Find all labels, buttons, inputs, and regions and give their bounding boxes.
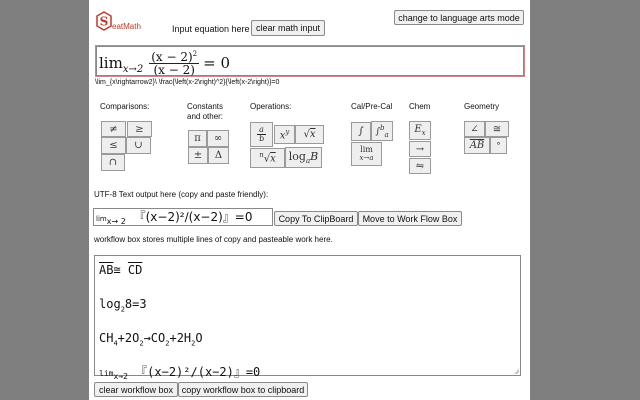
limit-button[interactable]: lim x→a [351, 142, 382, 166]
calculus-label: Cal/Pre-Cal [351, 102, 393, 111]
not-equal-button[interactable]: ≠ [101, 121, 126, 137]
utf8-output-field[interactable]: $\lim_{x\to 2}$ 『(x−2)²∕(x−2)』=0 [93, 208, 273, 226]
math-input-field[interactable] [95, 45, 525, 77]
workflow-line: $\overline{AB}≅$ $\overline{CD}$ [99, 263, 143, 277]
svg-text:S: S [99, 14, 109, 29]
resize-handle-icon[interactable] [513, 368, 519, 374]
clear-math-input-button[interactable]: clear math input [251, 20, 325, 36]
greater-equal-button[interactable]: ≥ [127, 121, 152, 137]
square-root-button[interactable]: √x [295, 125, 324, 144]
copy-to-clipboard-button[interactable]: Copy To ClipBoard [274, 211, 358, 226]
geometry-label: Geometry [464, 102, 500, 111]
latex-source-text: \lim_{x\rightarrow2}\ \frac{\left(x-2\right)^2}{\left(x-2\right)}=0 [95, 79, 280, 86]
move-to-workflow-box-button[interactable]: Move to Work Flow Box [358, 211, 462, 226]
less-equal-button[interactable]: ≤ [101, 137, 126, 154]
plus-minus-button[interactable]: ± [188, 147, 208, 164]
intersection-button[interactable]: ∩ [101, 154, 125, 171]
rendered-equation: lim x→2 $\frac{(x - 2)^2}{(x - 2)}$ = 0 [99, 49, 231, 77]
integral-button[interactable]: ∫ [351, 122, 371, 141]
pi-button[interactable]: π [188, 130, 207, 147]
logo-text: eatMath [112, 22, 141, 31]
power-button[interactable]: $x^y$ [274, 125, 295, 144]
clear-workflow-box-button[interactable]: clear workflow box [94, 382, 178, 397]
reaction-arrow-button[interactable]: → [409, 141, 431, 157]
nth-root-button[interactable]: $^n$√x [250, 148, 285, 168]
fraction-button[interactable]: $\frac{a}{b}$ [250, 122, 273, 147]
degree-button[interactable]: ° [490, 137, 507, 154]
infinity-button[interactable]: ∞ [207, 130, 229, 147]
input-equation-label: Input equation here [172, 24, 250, 34]
workflow-description: workflow box stores multiple lines of copy and pasteable work here. [94, 235, 333, 244]
congruent-button[interactable]: ≅ [485, 121, 509, 137]
logarithm-button[interactable]: $\log_aB$ [285, 147, 322, 168]
workflow-line: $CH_4+2O_2\to CO_2+2H_2O$ [99, 331, 203, 348]
utf8-output-label: UTF-8 Text output here (copy and paste friendly): [94, 190, 269, 199]
element-subscript-button[interactable]: $E_x$ [409, 121, 431, 140]
operations-label: Operations: [250, 102, 292, 111]
delta-button[interactable]: Δ [208, 147, 229, 164]
change-to-language-arts-mode-button[interactable]: change to language arts mode [394, 10, 524, 25]
comparisons-label: Comparisons: [100, 102, 150, 111]
definite-integral-button[interactable]: ∫$^b_a$ [371, 121, 393, 141]
line-segment-button[interactable]: $\overline{AB}$ [464, 137, 490, 154]
seatmath-panel [89, 0, 530, 400]
union-button[interactable]: ∪ [126, 137, 151, 154]
constants-label-1: Constants [187, 102, 224, 111]
workflow-textarea[interactable] [94, 255, 521, 381]
equilibrium-arrow-button[interactable]: ⇋ [409, 158, 431, 174]
workflow-line: $\lim_{x\to 2}$ 『(x−2)²∕(x−2)』=0 [99, 365, 261, 381]
chem-label: Chem [409, 102, 431, 111]
constants-label-2: and other: [187, 112, 224, 121]
angle-button[interactable]: ∠ [464, 121, 485, 137]
workflow-line: $\log_28=3$ [99, 297, 147, 314]
seatmath-logo-icon [95, 11, 113, 31]
copy-workflow-box-to-clipboard-button[interactable]: copy workflow box to clipboard [178, 382, 308, 397]
